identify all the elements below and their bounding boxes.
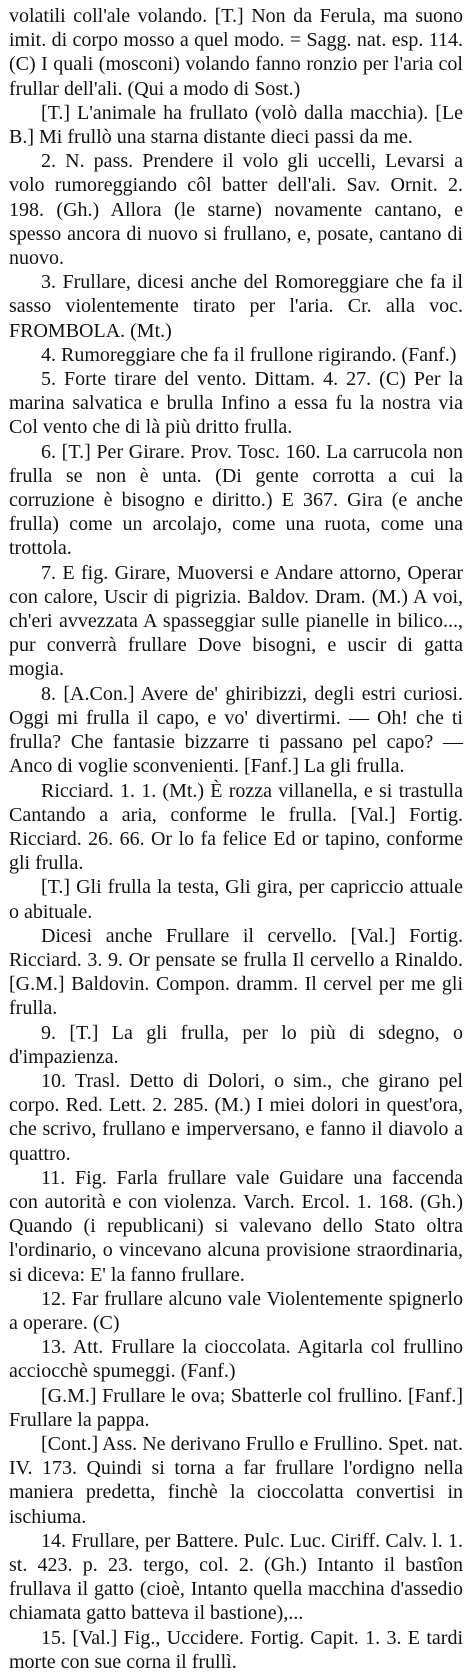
entry-sense-2: 2. N. pass. Prendere il volo gli uccelli, Levarsi a volo rumoreggiando côl batter dell'ali. Sav. Ornit. 2. 198. (Gh.) Allora (le starne) novamente cantano, e spesso ancora di nuovo si frullano, e, posate, cantano di nuovo. bbox=[9, 150, 463, 270]
entry-sense-10: 10. Trasl. Detto di Dolori, o sim., che girano pel corpo. Red. Lett. 2. 285. (M.) I miei dolori in quest'ora, che scrivo, frullano e imperversano, e fanno il diavolo a quattro. bbox=[9, 1069, 463, 1165]
entry-paragraph: Ricciard. 1. 1. (Mt.) È rozza villanella, e si trastulla Cantando a aria, conforme le frulla. [Val.] Fortig. Ricciard. 26. 66. Or lo fa felice Ed or tapino, conforme gli frulla. bbox=[9, 779, 463, 875]
entry-sense-11: 11. Fig. Farla frullare vale Guidare una faccenda con autorità e con violenza. Varch. Ercol. 1. 168. (Gh.) Quando (i republicani) si valevano dello Stato oltra l'ordinario, o vincevano alcuna provisione straordinaria, si diceva: E' la fanno frullare. bbox=[9, 1166, 463, 1286]
entry-paragraph: Dicesi anche Frullare il cervello. [Val.] Fortig. Ricciard. 3. 9. Or pensate se frulla Il cervello a Rinaldo. [G.M.] Baldovin. Compon. dramm. Il cervel per me gli frulla. bbox=[9, 924, 463, 1020]
entry-paragraph: [G.M.] Frullare le ova; Sbatterle col frullino. [Fanf.] Frullare la pappa. bbox=[9, 1384, 463, 1431]
entry-sense-6: 6. [T.] Per Girare. Prov. Tosc. 160. La carrucola non frulla se non è unta. (Di gente corrotta a cui la corruzione è bisogno e diritto.) E 367. Gira (e anche frulla) come un arcolajo, come una ruota, come una trottola. bbox=[9, 440, 463, 560]
entry-sense-9: 9. [T.] La gli frulla, per lo più di sdegno, o d'impazienza. bbox=[9, 1021, 463, 1068]
entry-paragraph: [T.] L'animale ha frullato (volò dalla macchia). [Le B.] Mi frullò una starna distante dieci passi da me. bbox=[9, 101, 463, 149]
entry-paragraph-continuation: volatili coll'ale volando. [T.] Non da Ferula, ma suono imit. di corpo mosso a quel modo. = Sagg. nat. esp. 114. (C) I quali (mosconi) volando fanno ronzio per l'aria col frullar dell'ali. (Qui a modo di Sost.) bbox=[9, 5, 463, 100]
entry-paragraph: [Cont.] Ass. Ne derivano Frullo e Frullino. Spet. nat. IV. 173. Quindi si torna a far frullare l'ordigno nella maniera predetta, finchè la cioccolatta convertisi in ischiuma. bbox=[9, 1432, 463, 1528]
entry-sense-13: 13. Att. Frullare la cioccolata. Agitarla col frullino acciocchè spumeggi. (Fanf.) bbox=[9, 1336, 463, 1383]
entry-sense-3: 3. Frullare, dicesi anche del Romoreggiare che fa il sasso violentemente tirato per l'aria. Cr. alla voc. FROMBOLA. (Mt.) bbox=[9, 271, 463, 342]
entry-sense-15: 15. [Val.] Fig., Uccidere. Fortig. Capit. 1. 3. E tardi morte con sue corna il frullì. bbox=[9, 1626, 463, 1673]
entry-sense-4: 4. Rumoreggiare che fa il frullone rigirando. (Fanf.) bbox=[41, 343, 457, 366]
entry-sense-14: 14. Frullare, per Battere. Pulc. Luc. Ciriff. Calv. l. 1. st. 423. p. 23. tergo, col. 2. (Gh.) Intanto il bastîon frullava il gatto (cioè, Intanto quella macchina d'assedio chiamata gatto batteva il bastione),... bbox=[9, 1529, 463, 1625]
entry-paragraph: [T.] Gli frulla la testa, Gli gira, per capriccio attuale o abituale. bbox=[9, 876, 463, 923]
entry-sense-5: 5. Forte tirare del vento. Dittam. 4. 27. (C) Per la marina salvatica e brulla Infino a essa fu la nostra via Col vento che di là più dritto frulla. bbox=[9, 368, 463, 439]
entry-sense-8: 8. [A.Con.] Avere de' ghiribizzi, degli estri curiosi. Oggi mi frulla il capo, e vo' divertirmi. — Oh! che ti frulla? Che fantasie bizzarre ti passano pel capo? — Anco di voglie sconvenienti. [Fanf.] La gli frulla. bbox=[9, 682, 463, 778]
entry-sense-12: 12. Far frullare alcuno vale Violentemente spignerlo a operare. (C) bbox=[9, 1287, 463, 1334]
entry-sense-7: 7. E fig. Girare, Muoversi e Andare attorno, Operar con calore, Uscir di pigrizia. Baldov. Dram. (M.) A voi, ch'eri avvezzata A spasseggiar sulle pianelle in bilico..., pur converrà frullare Dove bisogni, e uscir di gatta mogia. bbox=[9, 561, 463, 681]
